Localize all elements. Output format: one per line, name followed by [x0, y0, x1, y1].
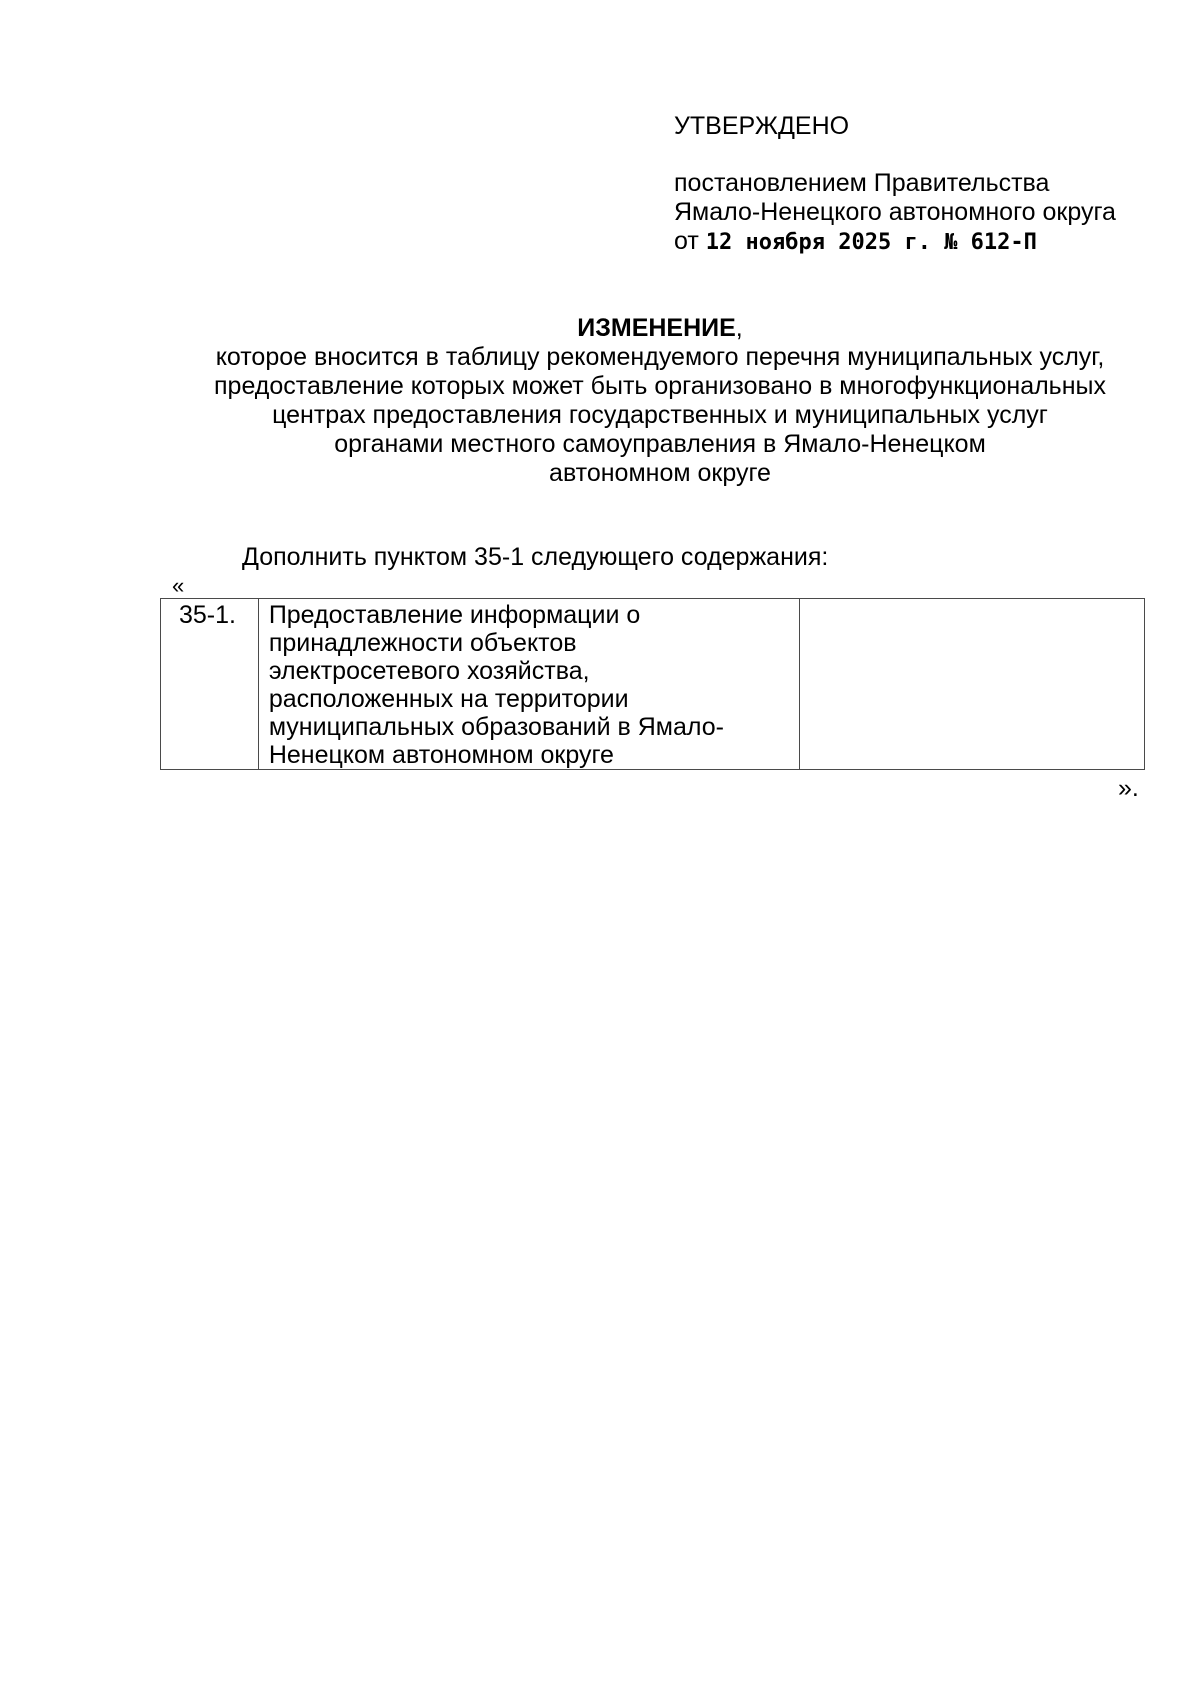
heading-line-1: которое вносится в таблицу рекомендуемого перечня муниципальных услуг, — [215, 343, 1105, 371]
service-name-line-3: электросетевого хозяйства, — [268, 657, 590, 685]
service-name-line-1: Предоставление информации о — [268, 601, 641, 629]
service-name-line-4: расположенных на территории — [268, 685, 629, 713]
extra-cell — [799, 599, 1144, 770]
open-quote: « — [172, 573, 185, 598]
document-title-suffix: , — [735, 314, 743, 342]
approval-date-prefix: от — [674, 227, 699, 255]
heading-line-4: органами местного самоуправления в Ямало-Ненецком — [334, 430, 986, 458]
document-title — [160, 314, 1160, 343]
document-title-bold: ИЗМЕНЕНИЕ — [577, 314, 736, 342]
approval-line-2: Ямало-Ненецкого автономного округа — [674, 198, 1116, 226]
document-heading — [160, 314, 1160, 488]
amendment-table — [160, 598, 1145, 770]
table-row — [161, 599, 1145, 770]
approval-date-number: 12 ноября 2025 г. № 612-П — [705, 230, 1037, 255]
approval-stamp — [674, 112, 1174, 257]
heading-line-5: автономном округе — [549, 459, 771, 487]
approval-line-1: постановлением Правительства — [674, 169, 1050, 197]
service-name-line-5: муниципальных образований в Ямало- — [268, 713, 725, 741]
approval-title: УТВЕРЖДЕНО — [674, 112, 850, 140]
row-number-cell — [161, 599, 259, 770]
service-name-cell — [258, 599, 799, 770]
close-quote: ». — [1118, 774, 1139, 802]
heading-line-3: центрах предоставления государственных и муниципальных услуг — [272, 401, 1048, 429]
service-name-line-6: Ненецком автономном округе — [268, 741, 614, 769]
row-number: 35-1. — [179, 601, 236, 629]
instruction-text: Дополнить пунктом 35-1 следующего содержания: — [242, 543, 829, 571]
approval-date-line — [674, 227, 1174, 257]
heading-line-2: предоставление которых может быть организовано в многофункциональных — [214, 372, 1106, 400]
service-name-line-2: принадлежности объектов — [268, 629, 577, 657]
